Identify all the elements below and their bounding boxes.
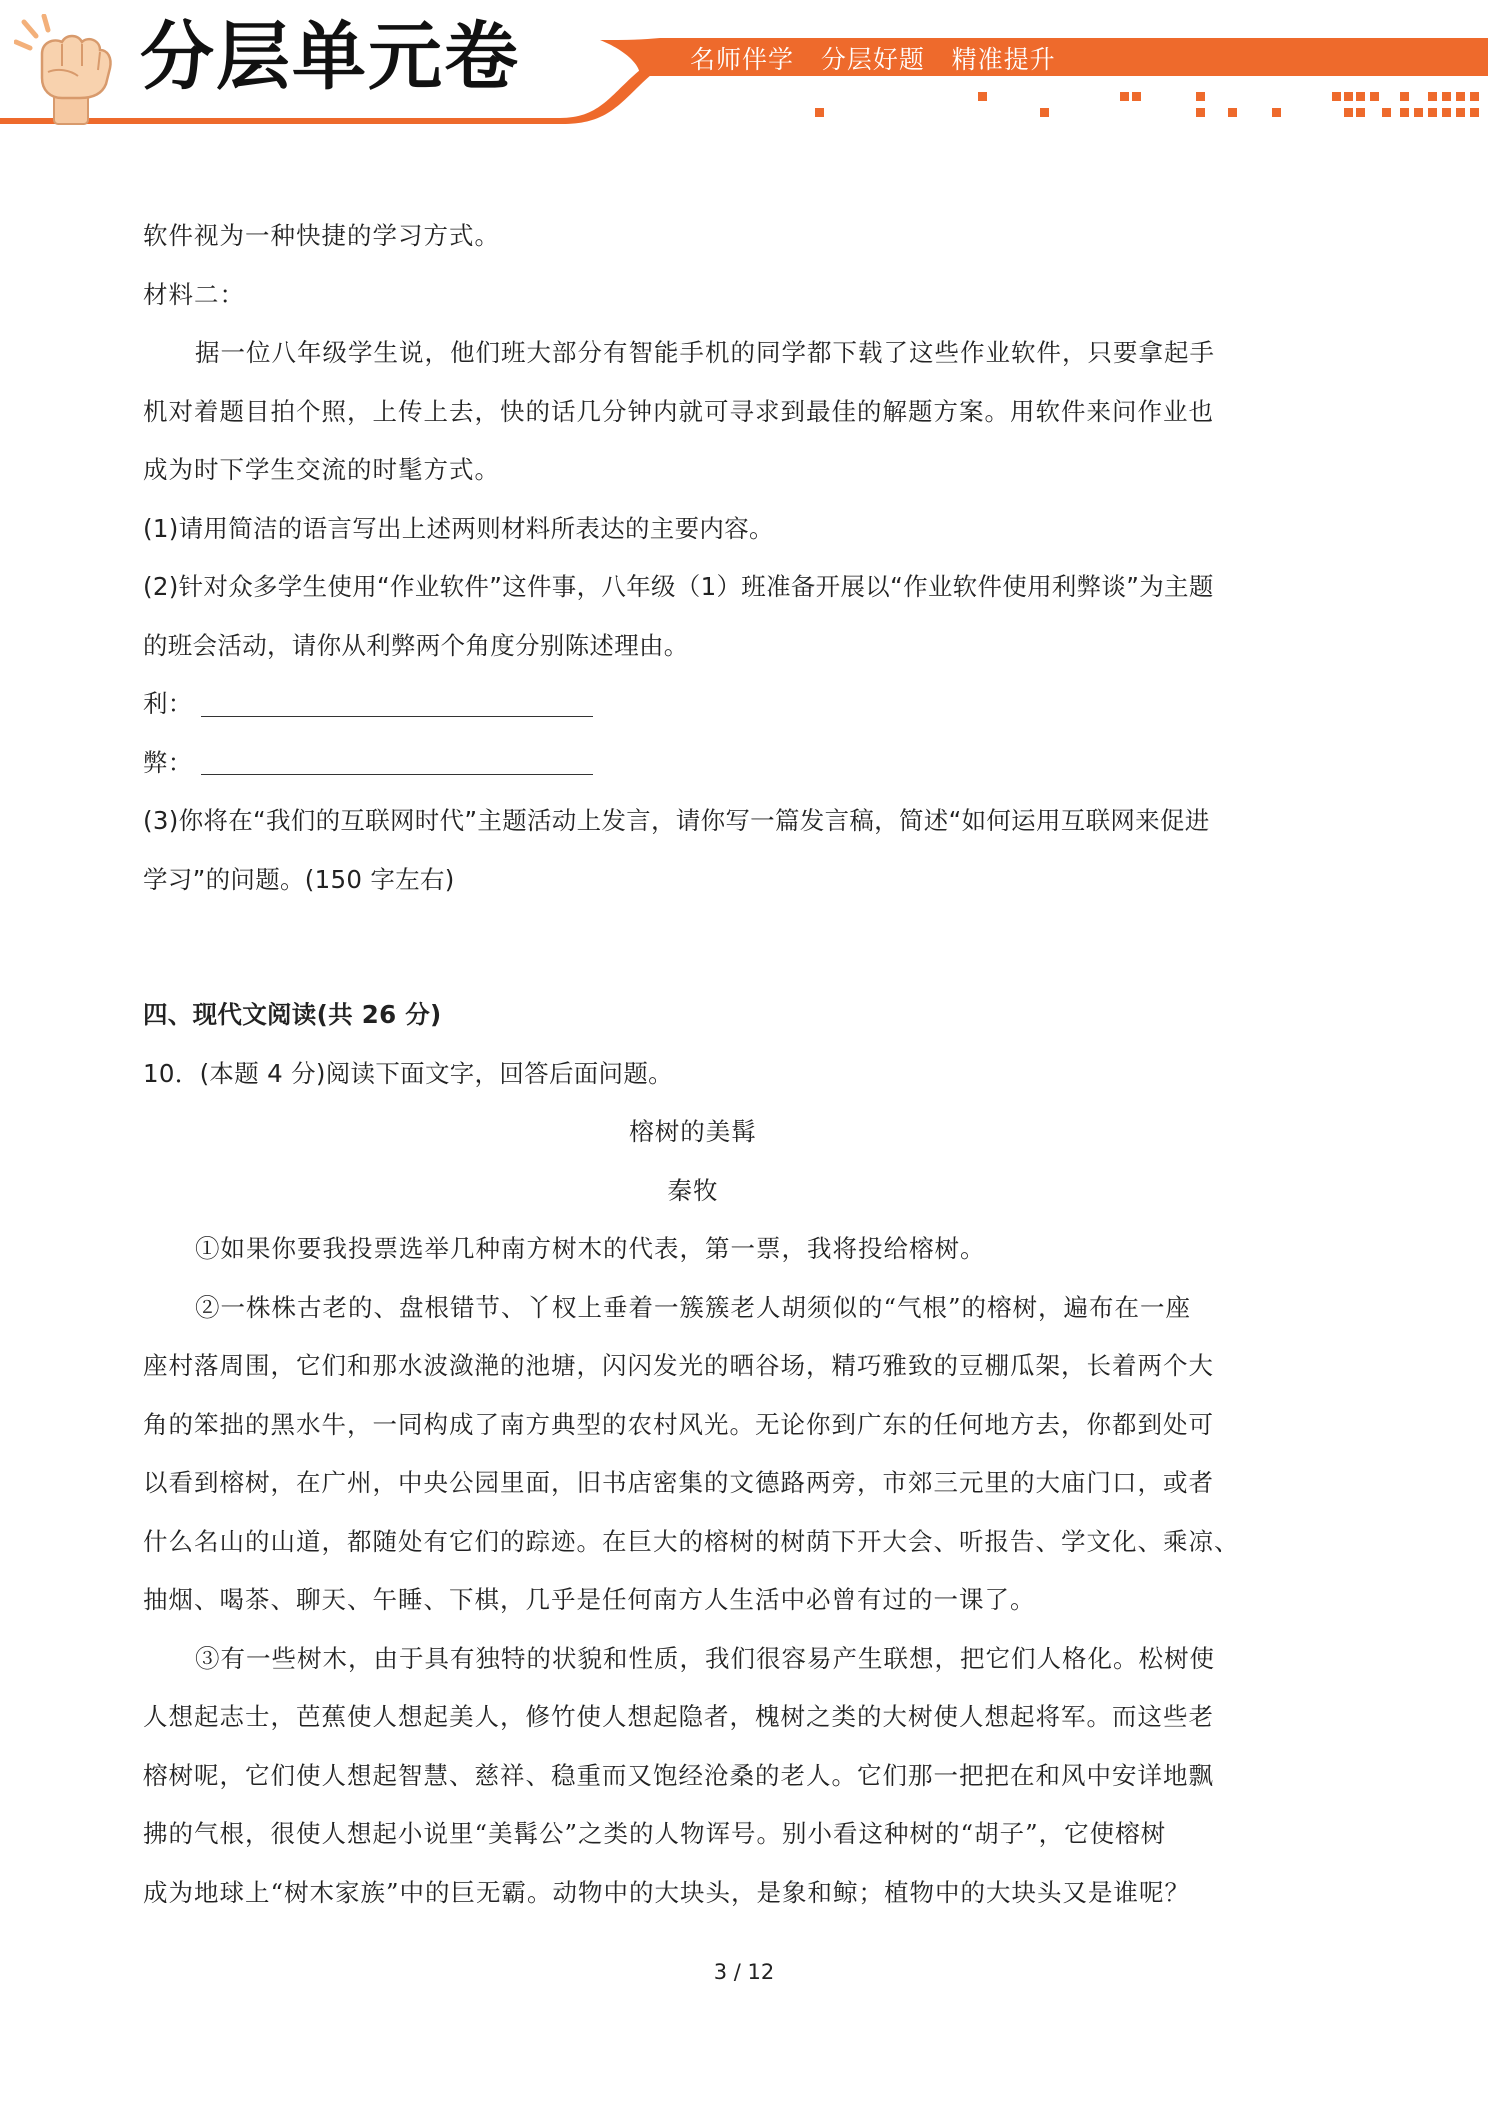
line-text: 榕树的美髯	[629, 1117, 757, 1146]
text-line	[143, 1337, 1243, 1396]
text-line	[143, 1864, 1243, 1923]
line-text: 成为地球上“树木家族”中的巨无霸。动物中的大块头，是象和鲸；植物中的大块头又是谁呢？	[143, 1877, 1191, 1907]
text-line	[143, 1571, 1243, 1630]
centered-title-line	[143, 1103, 1243, 1162]
text-line	[143, 266, 1243, 325]
text-line	[143, 383, 1243, 442]
text-line	[143, 207, 1243, 266]
text-line	[143, 851, 1243, 910]
line-text: ③有一些树木，由于具有独特的状貌和性质，我们很容易产生联想，把它们人格化。松树使	[195, 1643, 1215, 1673]
text-line	[143, 1805, 1243, 1864]
line-text: 成为时下学生交流的时髦方式。	[143, 455, 500, 484]
line-text: (3)你将在“我们的互联网时代”主题活动上发言，请你写一篇发言稿，简述“如何运用互联网来促进	[143, 806, 1210, 835]
line-text: 秦牧	[667, 1175, 719, 1205]
line-text: 抽烟、喝茶、聊天、午睡、下棋，几乎是任何南方人生活中必曾有过的一课了。	[143, 1585, 1036, 1614]
text-line	[143, 1454, 1243, 1513]
text-line	[143, 500, 1243, 559]
text-line	[143, 792, 1243, 851]
line-text: 的班会活动，请你从利弊两个角度分别陈述理由。	[143, 630, 689, 660]
line-text: 榕树呢，它们使人想起智慧、慈祥、稳重而又饱经沧桑的老人。它们那一把把在和风中安详地飘	[143, 1760, 1214, 1790]
page-number: 3 / 12	[713, 1960, 775, 1984]
page-header	[0, 0, 1488, 140]
line-text: 机对着题目拍个照，上传上去，快的话几分钟内就可寻求到最佳的解题方案。用软件来问作业也	[143, 396, 1214, 426]
line-text: ②一株株古老的、盘根错节、丫杈上垂着一簇簇老人胡须似的“气根”的榕树，遍布在一座	[195, 1292, 1192, 1322]
text-line	[143, 1747, 1243, 1806]
line-text: 10．(本题 4 分)阅读下面文字，回答后面问题。	[143, 1058, 673, 1088]
text-line	[143, 1688, 1243, 1747]
section-gap	[143, 909, 1243, 986]
text-line	[143, 617, 1243, 676]
line-text: 材料二：	[143, 279, 245, 309]
line-text: 座村落周围，它们和那水波潋滟的池塘，闪闪发光的晒谷场，精巧雅致的豆棚瓜架，长着两个大	[143, 1351, 1214, 1380]
text-line	[143, 441, 1243, 500]
centered-title-line	[143, 1162, 1243, 1221]
line-text: ①如果你要我投票选举几种南方树木的代表，第一票，我将投给榕树。	[195, 1234, 986, 1263]
line-text: 利：	[143, 689, 193, 718]
text-line	[143, 734, 1243, 793]
section-heading	[143, 986, 1243, 1045]
line-text: 弊：	[143, 747, 193, 777]
text-line	[143, 1513, 1243, 1572]
line-text: 什么名山的山道，都随处有它们的踪迹。在巨大的榕树的树荫下开大会、听报告、学文化、乘凉、	[143, 1526, 1240, 1556]
line-text: 人想起志士，芭蕉使人想起美人，修竹使人想起隐者，槐树之类的大树使人想起将军。而这些老	[143, 1702, 1214, 1731]
line-text: 四、现代文阅读(共 26 分)	[143, 1000, 442, 1029]
answer-blank[interactable]	[201, 752, 593, 775]
brand-slogan: 名师伴学 分层好题 精准提升	[690, 45, 1056, 74]
line-text: (1)请用简洁的语言写出上述两则材料所表达的主要内容。	[143, 513, 774, 543]
text-line	[143, 675, 1243, 734]
line-text: 学习”的问题。(150 字左右)	[143, 864, 455, 894]
line-text: 软件视为一种快捷的学习方式。	[143, 221, 500, 250]
line-text: 角的笨拙的黑水牛，一同构成了南方典型的农村风光。无论你到广东的任何地方去，你都到处可	[143, 1409, 1214, 1439]
text-line	[143, 1220, 1243, 1279]
brand-title: 分层单元卷	[140, 14, 520, 100]
line-text: 据一位八年级学生说，他们班大部分有智能手机的同学都下载了这些作业软件，只要拿起手	[195, 338, 1215, 367]
fist-logo-icon	[14, 14, 118, 126]
text-line	[143, 324, 1243, 383]
text-line	[143, 1396, 1243, 1455]
text-line	[143, 1045, 1243, 1104]
text-line	[143, 558, 1243, 617]
line-text: 拂的气根，很使人想起小说里“美髯公”之类的人物诨号。别小看这种树的“胡子”，它使榕树	[143, 1819, 1167, 1848]
line-text: (2)针对众多学生使用“作业软件”这件事，八年级（1）班准备开展以“作业软件使用利弊谈”为主题	[143, 572, 1214, 601]
answer-blank[interactable]	[201, 694, 593, 717]
line-text: 以看到榕树，在广州，中央公园里面，旧书店密集的文德路两旁，市郊三元里的大庙门口，或者	[143, 1468, 1214, 1497]
document-body	[143, 207, 1243, 1922]
text-line	[143, 1630, 1243, 1689]
text-line	[143, 1279, 1243, 1338]
